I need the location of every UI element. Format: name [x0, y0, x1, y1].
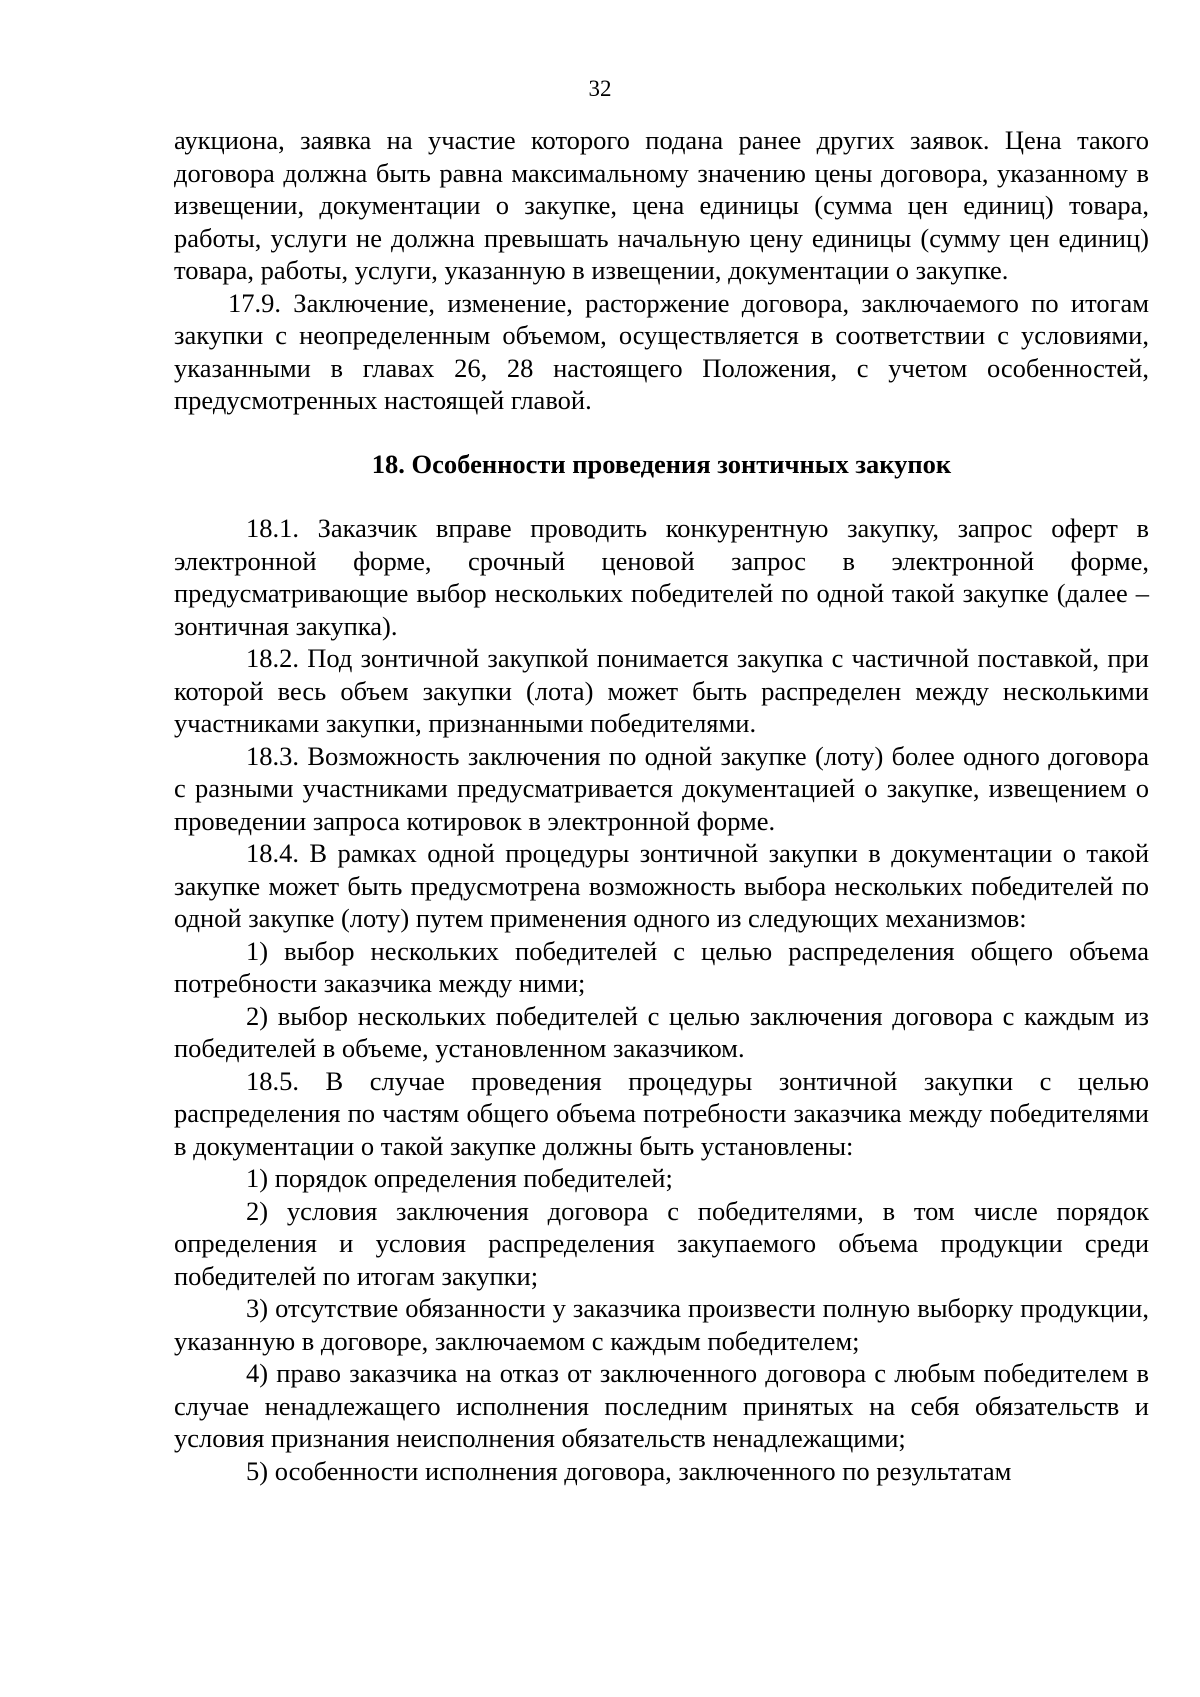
- list-item-18-4-1: 1) выбор нескольких победителей с целью распределения общего объема потребности заказчика между ними;: [174, 935, 1149, 998]
- paragraph-18-2: 18.2. Под зонтичной закупкой понимается закупка с частичной поставкой, при которой весь объем закупки (лота) может быть распределен между несколькими участниками закупки, признанными победителями.: [174, 643, 1149, 738]
- document-body: [174, 124, 1149, 1487]
- paragraph-18-3: 18.3. Возможность заключения по одной закупке (лоту) более одного договора с разными участниками предусматривается документацией о закупке, извещением о проведении запроса котировок в электронной форме.: [174, 740, 1149, 836]
- list-item-18-5-4: 4) право заказчика на отказ от заключенного договора с любым победителем в случае ненадлежащего исполнения последним принятых на себя обязательств и условия признания неисполнения обязательств ненадлежащими;: [174, 1358, 1149, 1453]
- list-item-18-4-2: 2) выбор нескольких победителей с целью заключения договора с каждым из победителей в объеме, установленном заказчиком.: [174, 1000, 1149, 1063]
- list-item-18-5-3: 3) отсутствие обязанности у заказчика произвести полную выборку продукции, указанную в договоре, заключаемом с каждым победителем;: [174, 1293, 1149, 1356]
- paragraph-17-9: 17.9. Заключение, изменение, расторжение договора, заключаемого по итогам закупки с неопределенным объемом, осуществляется в соответствии с условиями, указанными в главах 26, 28 настоящего Положения, с учетом особенностей, предусмотренных настоящей главой.: [174, 287, 1149, 415]
- page-number: 32: [588, 76, 612, 101]
- paragraph-continuation: аукциона, заявка на участие которого подана ранее других заявок. Цена такого договора должна быть равна максимальному значению цены договора, указанному в извещении, документации о закупке, цена единицы (сумма цен единиц) товара, работы, услуги не должна превышать начальную цену единицы (сумму цен единиц) товара, работы, услуги, указанную в извещении, документации о закупке.: [174, 125, 1149, 285]
- paragraph-18-4: 18.4. В рамках одной процедуры зонтичной закупки в документации о такой закупке может быть предусмотрена возможность выбора нескольких победителей по одной закупке (лоту) путем применения одного из следующих механизмов:: [174, 838, 1149, 933]
- paragraph-18-1: 18.1. Заказчик вправе проводить конкурентную закупку, запрос оферт в электронной форме, срочный ценовой запрос в электронной форме, предусматривающие выбор нескольких победителей по одной такой закупке (далее – зонтичная закупка).: [174, 513, 1149, 641]
- list-item-18-5-5: 5) особенности исполнения договора, заключенного по результатам: [246, 1455, 1012, 1486]
- paragraph-18-5: 18.5. В случае проведения процедуры зонтичной закупки с целью распределения по частям общего объема потребности заказчика между победителями в документации о такой закупке должны быть установлены:: [174, 1065, 1149, 1161]
- list-item-18-5-1: 1) порядок определения победителей;: [246, 1163, 673, 1193]
- list-item-18-5-2: 2) условия заключения договора с победителями, в том числе порядок определения и условия распределения закупаемого объема продукции среди победителей по итогам закупки;: [174, 1195, 1149, 1291]
- section-heading-18: 18. Особенности проведения зонтичных закупок: [371, 448, 952, 479]
